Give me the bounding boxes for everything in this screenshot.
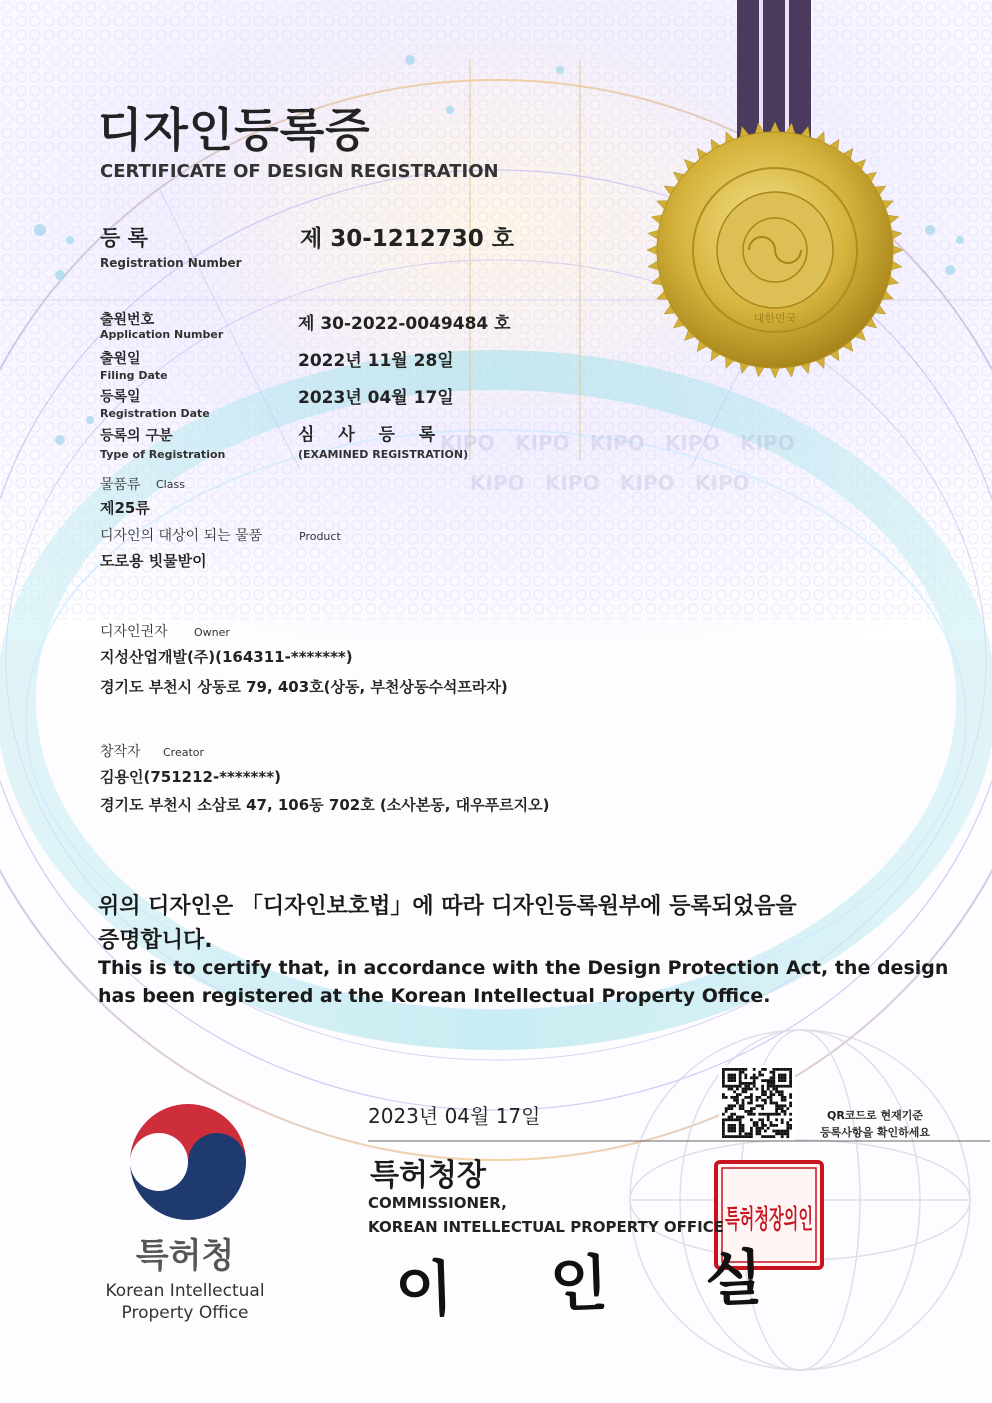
kipo-watermark-text: KIPO: [545, 471, 600, 495]
product-value: 도로용 빗물받이: [100, 552, 207, 570]
type-label-ko: 등록의 구분: [100, 428, 173, 444]
kipo-watermark-text: KIPO: [470, 471, 525, 495]
filing-label-ko: 출원일: [100, 351, 141, 367]
logo-text-ko: 특허청: [135, 1236, 235, 1276]
class-value: 제25류: [100, 499, 150, 517]
class-label-en: Class: [156, 478, 185, 491]
qr-code-icon: [719, 1065, 795, 1141]
filing-label-en: Filing Date: [100, 369, 168, 382]
signature: 이 인 실: [394, 1241, 802, 1327]
owner-label-en: Owner: [194, 626, 230, 639]
kipo-watermark-text: KIPO: [590, 431, 645, 455]
kipo-watermark-text: KIPO: [665, 431, 720, 455]
application-label-en: Application Number: [100, 328, 224, 341]
kipo-watermark-text: KIPO: [740, 431, 795, 455]
seal-text: 특허청장의인: [725, 1205, 876, 1235]
application-label-ko: 출원번호: [100, 312, 155, 328]
registration-number: 제 30-1212730 호: [300, 226, 515, 252]
logo-text-en-line1: Korean Intellectual: [105, 1281, 265, 1301]
type-label-en: Type of Registration: [100, 448, 226, 461]
product-label-ko: 디자인의 대상이 되는 물품: [100, 528, 263, 544]
kipo-watermark-text: KIPO: [695, 471, 750, 495]
kipo-watermark-text: KIPO: [515, 431, 570, 455]
statement-ko-line2: 증명합니다.: [98, 928, 213, 953]
gold-seal-text: 대한민국: [753, 312, 797, 325]
logo-text-en-line2: Property Office: [121, 1303, 249, 1323]
gold-seal-icon: [647, 122, 903, 378]
owner-address: 경기도 부천시 상동로 79, 403호(상동, 부천상동수석프라자): [100, 678, 508, 696]
registration-date-label-ko: 등록일: [100, 389, 141, 405]
commissioner-title-en-line1: COMMISSIONER,: [368, 1194, 507, 1212]
kipo-watermark-text: KIPO: [620, 471, 675, 495]
registration-date: 2023년 04월 17일: [298, 388, 454, 408]
type-value-en: (EXAMINED REGISTRATION): [298, 448, 469, 461]
creator-name: 김용인(751212-*******): [100, 768, 281, 786]
type-value-ko: 심 사 등 록: [298, 425, 436, 445]
qr-note-line2: 등록사항을 확인하세요: [819, 1126, 931, 1139]
registration-label-ko: 등 록: [100, 226, 148, 250]
statement-en-line2: has been registered at the Korean Intellectual Property Office.: [98, 985, 771, 1007]
commissioner-title-en-line2: KOREAN INTELLECTUAL PROPERTY OFFICE: [368, 1218, 725, 1236]
owner-label-ko: 디자인권자: [100, 624, 168, 640]
product-label-en: Product: [299, 530, 341, 543]
qr-note-line1: QR코드로 현재기준: [826, 1109, 924, 1122]
creator-label-en: Creator: [163, 746, 205, 759]
registration-date-label-en: Registration Date: [100, 407, 210, 420]
kipo-logo-icon: [120, 1081, 246, 1220]
statement-en-line1: This is to certify that, in accordance with the Design Protection Act, the design: [98, 957, 949, 979]
statement-ko-line1: 위의 디자인은 「디자인보호법」에 따라 디자인등록원부에 등록되었음을: [98, 894, 797, 919]
registration-label-en: Registration Number: [100, 256, 242, 270]
creator-address: 경기도 부천시 소삼로 47, 106동 702호 (소사본동, 대우푸르지오): [100, 796, 550, 814]
filing-date: 2022년 11월 28일: [298, 351, 454, 371]
creator-label-ko: 창작자: [100, 744, 141, 760]
commissioner-title-ko: 특허청장: [370, 1158, 486, 1193]
title-english: CERTIFICATE OF DESIGN REGISTRATION: [100, 161, 499, 182]
owner-name: 지성산업개발(주)(164311-*******): [100, 648, 353, 666]
title-korean: 디자인등록증: [98, 103, 371, 157]
issue-date: 2023년 04월 17일: [368, 1104, 541, 1128]
application-number: 제 30-2022-0049484 호: [298, 314, 511, 334]
class-label-ko: 물품류: [100, 477, 141, 493]
kipo-watermark-text: KIPO: [440, 431, 495, 455]
